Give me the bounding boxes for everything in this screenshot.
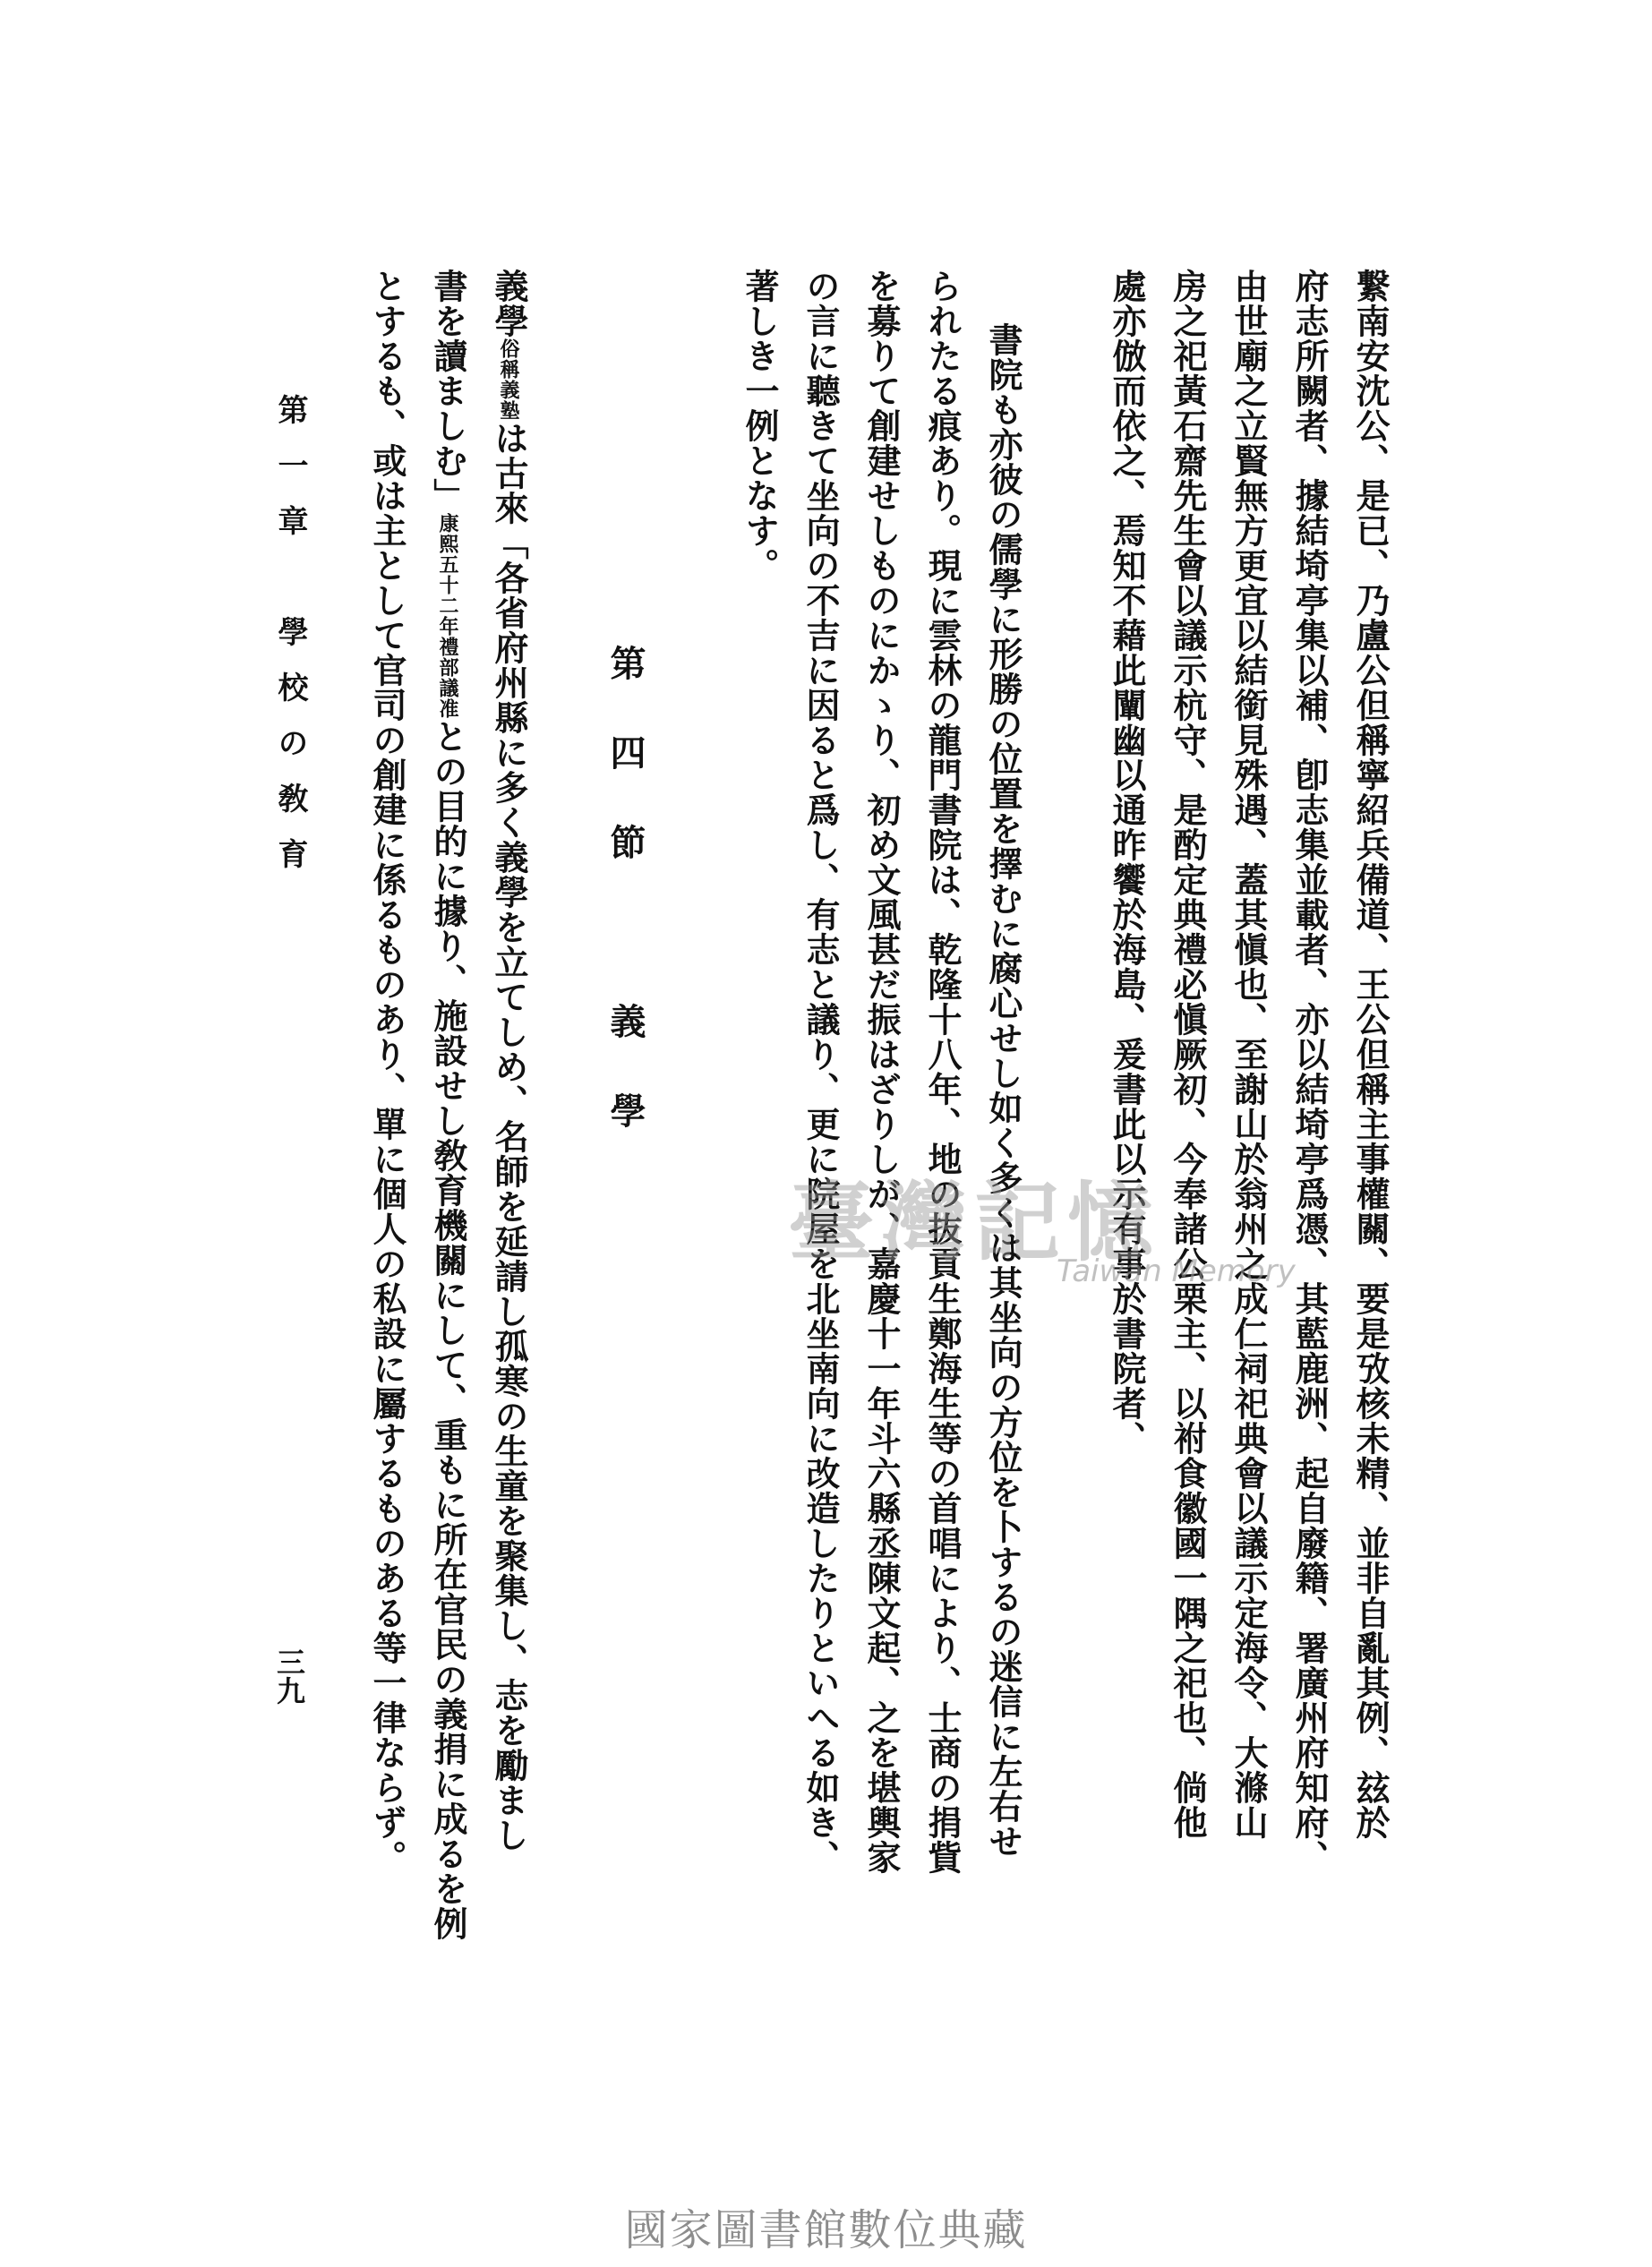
term-gigaku: 義學 bbox=[489, 269, 529, 338]
section-heading: 第四節 義學 bbox=[604, 645, 646, 1182]
text-quote-end: 書を讀ましむ」 bbox=[428, 269, 468, 513]
text-column-3: 由世廟之立賢無方更宜以結銜見殊遇、蓋其愼也、至謝山於翁州之成仁祠祀典會以議示定海令、大滌山 bbox=[1228, 269, 1269, 1840]
page-number: 三九 bbox=[272, 1647, 306, 1705]
text-column-1: 繋南安沈公、是已、乃盧公但稱寧紹兵備道、王公但稱主事權關、要是攷核未精、並非自亂其例、玆於 bbox=[1350, 269, 1391, 1840]
text-gigaku-rest: は古來「各省府州縣に多く義學を立てしめ、名師を延請し孤寒の生童を聚集し、志を勵まし bbox=[489, 421, 529, 1852]
text-column-10: 著しき一例となす。 bbox=[740, 269, 780, 583]
watermark-subtitle: Taiwan Memory bbox=[1057, 1253, 1296, 1289]
text-column-4: 房之祀黃石齋先生會以議示杭守、是酌定典禮必愼厥初、今奉諸公栗主、以祔食徽國一隅之祀也、倘他 bbox=[1168, 269, 1208, 1840]
text-column-2: 府志所闕者、據結埼亭集以補、卽志集並載者、亦以結埼亭爲憑、其藍鹿洲、起自廢籍、署廣州府知府、 bbox=[1289, 269, 1330, 1875]
annotation-note-1: 俗稱義塾 bbox=[497, 338, 520, 421]
watermark-logo: 臺灣記憶 bbox=[788, 1172, 1160, 1273]
text-column-13: とするも、或は主として官司の創建に係るものあり、單に個人の私設に屬するものある等一律ならず。 bbox=[367, 269, 407, 1875]
text-column-11 bbox=[482, 269, 535, 1852]
text-column-6: 書院も亦彼の儒學に形勝の位置を擇むに腐心せし如く多くは其坐向の方位を卜するの迷信に左右せ bbox=[983, 322, 1023, 1859]
text-column-9: の言に聽きて坐向の不吉に因ると爲し、有志と議り、更に院屋を北坐南向に改造したりといへる如き、 bbox=[800, 269, 841, 1875]
text-column-5: 處亦倣而依之、焉知不藉此闡幽以通昨饗於海島、爰書此以示有事於書院者、 bbox=[1107, 269, 1147, 1456]
text-column-12 bbox=[421, 269, 475, 1941]
text-quote-rest: との目的に據り、施設せし敎育機關にして、重もに所在官民の義捐に成るを例 bbox=[428, 719, 468, 1941]
text-column-8: を募りて創建せしものにかゝり、初め文風甚だ振はざりしが、嘉慶十一年斗六縣丞陳文起、之を堪輿家 bbox=[861, 269, 902, 1875]
running-head: 第一章 學校の敎育 bbox=[272, 394, 308, 894]
footer-credit: 國家圖書館數位典藏 bbox=[624, 2205, 1028, 2255]
text-column-7: られたる痕あり。現に雲林の龍門書院は、乾隆十八年、地の抜貢生鄭海生等の首唱により、士商の捐貲 bbox=[922, 269, 963, 1875]
annotation-note-2: 康熙五十二年禮部議准 bbox=[436, 513, 459, 719]
